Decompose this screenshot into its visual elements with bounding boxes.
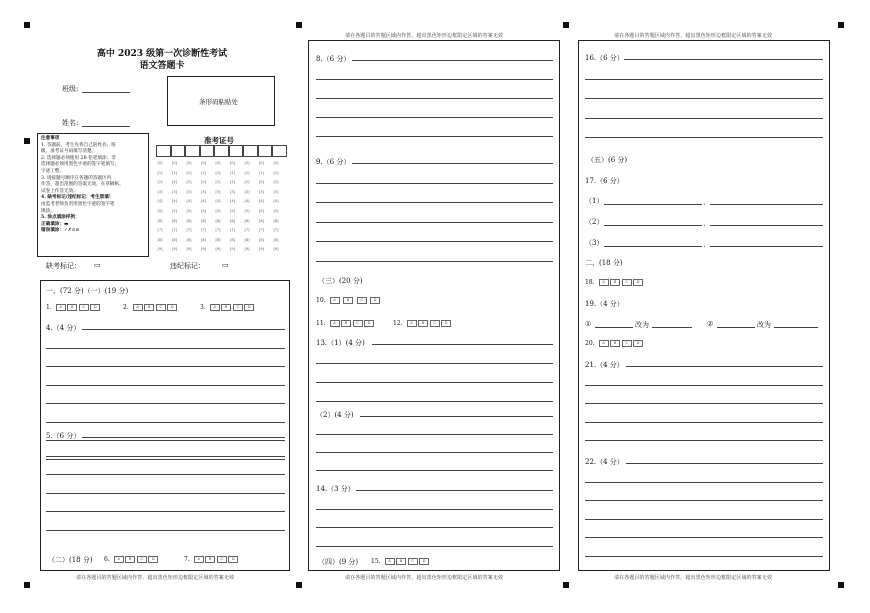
exam-digit-bubble[interactable]: [4] — [273, 199, 279, 204]
answer-line[interactable] — [46, 348, 285, 349]
answer-line[interactable] — [316, 363, 553, 364]
option-bubble-c[interactable]: C — [137, 556, 147, 563]
option-bubble-d[interactable]: D — [228, 556, 238, 563]
exam-digit-bubble[interactable]: [8] — [273, 237, 279, 242]
instruction-line: 作答，超出范围的答案无效，在草稿纸、 — [41, 182, 124, 188]
exam-digit-bubble[interactable]: [4] — [244, 199, 250, 204]
violation-mark-label: 违纪标记： — [170, 262, 205, 270]
exam-digit-bubble[interactable]: [9] — [186, 247, 192, 252]
option-bubble-a[interactable]: A — [114, 556, 124, 563]
q17-part-2-label: （2） — [585, 218, 604, 226]
answer-line[interactable] — [316, 117, 553, 118]
exam-digit-bubble[interactable]: [8] — [259, 237, 264, 242]
exam-digit-bubble[interactable]: [3] — [157, 189, 163, 194]
question-label: （2）(4 分) — [316, 411, 354, 419]
answer-line[interactable] — [352, 60, 553, 61]
exam-number-write-cell[interactable] — [243, 145, 258, 157]
exam-digit-bubble[interactable]: [9] — [215, 247, 221, 252]
answer-line[interactable] — [585, 519, 823, 520]
option-bubble-d[interactable]: D — [419, 558, 429, 565]
exam-digit-bubble[interactable]: [1] — [201, 170, 206, 175]
class-field[interactable] — [82, 92, 130, 93]
section-heading: （四）(9 分) — [318, 558, 359, 566]
instructions-box — [37, 133, 149, 257]
answer-line[interactable] — [585, 556, 823, 557]
exam-number-write-cell[interactable] — [258, 145, 273, 157]
option-bubble-b[interactable]: B — [343, 297, 353, 304]
choice-q18[interactable]: 18. A B C D — [585, 279, 645, 286]
q17-part-3-field-a[interactable] — [604, 246, 702, 247]
exam-digit-bubble[interactable]: [0] — [215, 161, 221, 165]
exam-digit-bubble[interactable]: [3] — [215, 189, 221, 194]
answer-line[interactable] — [46, 459, 285, 460]
q19-item-2-label: ② — [707, 320, 714, 328]
exam-digit-bubble[interactable]: [5] — [157, 209, 163, 213]
exam-digit-bubble[interactable]: [2] — [201, 180, 206, 185]
alignment-mark — [24, 22, 30, 28]
exam-digit-bubble[interactable]: [0] — [244, 161, 250, 165]
section-heading: （三）(20 分) — [318, 277, 363, 285]
exam-digit-bubble[interactable]: [1] — [273, 170, 279, 175]
violation-mark-box[interactable]: ▭ — [222, 261, 229, 269]
exam-digit-bubble[interactable]: [8] — [244, 237, 250, 242]
answer-line[interactable] — [316, 136, 553, 137]
option-bubble-c[interactable]: C — [622, 340, 632, 347]
q19-item-2-original[interactable] — [717, 327, 755, 328]
exam-digit-bubble[interactable]: [9] — [157, 247, 163, 252]
comma: ， — [703, 219, 710, 227]
answer-line[interactable] — [46, 366, 285, 367]
option-bubble-a[interactable]: A — [330, 297, 340, 304]
comma: ， — [703, 240, 710, 248]
exam-digit-bubble[interactable]: [6] — [172, 218, 177, 223]
answer-line[interactable] — [585, 403, 823, 404]
option-bubble-b[interactable]: B — [144, 304, 154, 311]
alignment-mark — [24, 582, 30, 588]
instruction-line: 试卷上作答无效。 — [41, 188, 78, 194]
alignment-mark — [296, 582, 302, 588]
choice-q6[interactable]: 6. A B C D — [104, 556, 160, 563]
option-bubble-a[interactable]: A — [599, 279, 609, 286]
exam-digit-bubble[interactable]: [8] — [172, 237, 177, 242]
answer-line[interactable] — [46, 511, 285, 512]
exam-digit-bubble[interactable]: [5] — [230, 209, 235, 213]
answer-line[interactable] — [626, 463, 823, 464]
option-bubble-c[interactable]: C — [430, 320, 440, 327]
exam-digit-bubble[interactable]: [4] — [215, 199, 221, 204]
option-bubble-c[interactable]: C — [353, 320, 363, 327]
section-heading: （二）(18 分) — [48, 556, 93, 564]
answer-line[interactable] — [585, 482, 823, 483]
name-label: 姓名: — [62, 119, 79, 127]
exam-digit-bubble[interactable]: [3] — [201, 189, 206, 194]
choice-q15[interactable]: 15. A B C D — [371, 558, 431, 565]
answer-line[interactable] — [82, 329, 285, 330]
option-bubble-d[interactable]: D — [148, 556, 158, 563]
answer-line[interactable] — [360, 416, 553, 417]
exam-digit-bubble[interactable]: [8] — [215, 237, 221, 242]
section-heading: （五）(6 分) — [587, 156, 628, 164]
answer-line[interactable] — [46, 474, 285, 475]
exam-digit-bubble[interactable]: [0] — [186, 161, 192, 165]
exam-digit-bubble[interactable]: [2] — [215, 180, 221, 185]
exam-digit-bubble[interactable]: [9] — [273, 247, 279, 252]
area-notice: 请在各题目的答题区域内作答，超出黑色矩形边框限定区域的答案无效 — [614, 575, 773, 581]
exam-digit-bubble[interactable]: [2] — [172, 180, 177, 185]
exam-digit-bubble[interactable]: [1] — [157, 170, 163, 175]
choice-q20[interactable]: 20. A B C D — [585, 340, 645, 347]
q19-item-1-corrected[interactable] — [652, 327, 692, 328]
answer-line[interactable] — [316, 509, 553, 510]
area-notice: 请在各题目的答题区域内作答，超出黑色矩形边框限定区域的答案无效 — [76, 575, 235, 581]
exam-digit-bubble[interactable]: [5] — [273, 209, 279, 213]
exam-digit-bubble[interactable]: [5] — [201, 209, 206, 213]
option-bubble-b[interactable]: B — [125, 556, 135, 563]
answer-line[interactable] — [316, 79, 553, 80]
exam-digit-bubble[interactable]: [6] — [201, 218, 206, 223]
exam-digit-bubble[interactable]: [0] — [273, 161, 279, 165]
exam-digit-bubble[interactable]: [3] — [273, 189, 279, 194]
exam-number-write-cell[interactable] — [185, 145, 200, 157]
question-label: 14.（3 分） — [316, 485, 355, 493]
section-heading: 二、(18 分) — [585, 259, 623, 267]
answer-line[interactable] — [585, 537, 823, 538]
exam-digit-bubble[interactable]: [8] — [230, 237, 235, 242]
exam-digit-bubble[interactable]: [6] — [186, 218, 192, 223]
exam-digit-bubble[interactable]: [7] — [201, 228, 206, 233]
exam-digit-bubble[interactable]: [4] — [230, 199, 235, 204]
choice-q3[interactable]: 3. A B C D — [200, 304, 256, 311]
answer-line[interactable] — [316, 98, 553, 99]
exam-digit-bubble[interactable]: [9] — [230, 247, 235, 252]
exam-digit-bubble[interactable]: [9] — [201, 247, 206, 252]
q17-part-3-field-b[interactable] — [710, 246, 823, 247]
wrong-fill-example: 错误填涂：✓✗⊙⊘ — [41, 228, 80, 234]
option-bubble-a[interactable]: A — [133, 304, 143, 311]
exam-number-write-cell[interactable] — [229, 145, 244, 157]
answer-line[interactable] — [316, 241, 553, 242]
exam-digit-bubble[interactable]: [0] — [201, 161, 206, 165]
answer-line[interactable] — [316, 261, 553, 262]
alignment-mark — [296, 22, 302, 28]
instruction-line: 4. 缺考标记/违纪标记：考生禁填！ — [41, 195, 114, 201]
option-bubble-a[interactable]: A — [194, 556, 204, 563]
answer-line[interactable] — [585, 440, 823, 441]
exam-digit-bubble[interactable]: [3] — [244, 189, 250, 194]
exam-number-write-cell[interactable] — [156, 145, 171, 157]
answer-line[interactable] — [82, 437, 285, 438]
answer-line[interactable] — [316, 222, 553, 223]
exam-digit-bubble[interactable]: [9] — [244, 247, 250, 252]
instruction-line: 1. 答题前，考生先将自己的姓名、班 — [41, 142, 116, 148]
question-label: 8.（6 分） — [316, 55, 351, 63]
option-bubble-d[interactable]: D — [633, 340, 643, 347]
alignment-mark — [838, 22, 844, 28]
option-bubble-c[interactable]: C — [233, 304, 243, 311]
instruction-line: 2. 选择题必须使用 2B 铅笔填涂；非 — [41, 155, 116, 161]
instruction-line: 字迹工整。 — [41, 168, 64, 174]
answer-line[interactable] — [585, 422, 823, 423]
answer-line[interactable] — [356, 490, 553, 491]
choice-q2[interactable]: 2. A B C D — [123, 304, 179, 311]
exam-digit-bubble[interactable]: [8] — [157, 237, 163, 242]
answer-line[interactable] — [316, 470, 553, 471]
alignment-mark — [563, 582, 569, 588]
exam-digit-bubble[interactable]: [7] — [259, 228, 264, 233]
question-label: 17.（6 分） — [585, 177, 624, 185]
alignment-mark — [838, 582, 844, 588]
question-label: 13.（1）(4 分) — [316, 339, 365, 347]
answer-line[interactable] — [316, 527, 553, 528]
option-bubble-a[interactable]: A — [407, 320, 417, 327]
exam-digit-bubble[interactable]: [2] — [157, 180, 163, 185]
answer-line[interactable] — [46, 493, 285, 494]
area-notice: 请在各题目的答题区域内作答，超出黑色矩形边框限定区域的答案无效 — [345, 575, 504, 581]
q17-part-2-field-b[interactable] — [710, 225, 823, 226]
exam-digit-bubble[interactable]: [4] — [259, 199, 264, 204]
question-label: 22.（4 分） — [585, 458, 624, 466]
exam-digit-bubble[interactable]: [4] — [172, 199, 177, 204]
change-to-label: 改为 — [757, 321, 771, 329]
question-label: 21.（4 分） — [585, 361, 624, 369]
answer-line[interactable] — [585, 137, 823, 138]
option-bubble-d[interactable]: D — [90, 304, 100, 311]
exam-digit-bubble[interactable]: [2] — [244, 180, 250, 185]
exam-digit-bubble[interactable]: [2] — [230, 180, 235, 185]
barcode-label: 条形码粘贴处 — [199, 98, 238, 106]
exam-digit-bubble[interactable]: [6] — [215, 218, 221, 223]
exam-digit-bubble[interactable]: [1] — [244, 170, 250, 175]
exam-digit-bubble[interactable]: [8] — [201, 237, 206, 242]
option-bubble-d[interactable]: D — [364, 320, 374, 327]
exam-digit-bubble[interactable]: [1] — [230, 170, 235, 175]
answer-line[interactable] — [46, 422, 285, 423]
exam-number-write-cell[interactable] — [200, 145, 215, 157]
option-bubble-c[interactable]: C — [79, 304, 89, 311]
option-bubble-b[interactable]: B — [610, 340, 620, 347]
option-bubble-d[interactable]: D — [370, 297, 380, 304]
exam-number-grid[interactable] — [156, 145, 288, 257]
q17-part-1-field-a[interactable] — [604, 204, 702, 205]
exam-digit-bubble[interactable]: [6] — [157, 218, 163, 223]
answer-line[interactable] — [316, 401, 553, 402]
option-bubble-b[interactable]: B — [67, 304, 77, 311]
exam-digit-bubble[interactable]: [7] — [273, 228, 279, 233]
page-subtitle: 语文答题卡 — [139, 61, 185, 71]
option-bubble-a[interactable]: A — [599, 340, 609, 347]
exam-digit-bubble[interactable]: [5] — [215, 209, 221, 213]
instruction-line: 选择题必须用黑色字迹的签字笔填写， — [41, 162, 120, 168]
choice-q7[interactable]: 7. A B C D — [184, 556, 240, 563]
q19-item-1-label: ① — [585, 320, 592, 328]
answer-line[interactable] — [46, 403, 285, 404]
exam-digit-bubble[interactable]: [6] — [273, 218, 279, 223]
q17-part-1-field-b[interactable] — [710, 204, 823, 205]
instructions-heading: 注意事项 — [41, 136, 60, 141]
exam-digit-bubble[interactable]: [8] — [186, 237, 192, 242]
exam-digit-bubble[interactable]: [9] — [172, 247, 177, 252]
exam-digit-bubble[interactable]: [4] — [186, 199, 192, 204]
q19-item-1-original[interactable] — [595, 327, 633, 328]
option-bubble-a[interactable]: A — [385, 558, 395, 565]
instruction-line: 填涂。 — [41, 208, 55, 214]
exam-digit-bubble[interactable]: [3] — [230, 189, 235, 194]
option-bubble-a[interactable]: A — [210, 304, 220, 311]
barcode-area — [167, 76, 275, 126]
exam-number-write-cell[interactable] — [171, 145, 186, 157]
instruction-line: 级、准考证号码填写清楚。 — [41, 149, 97, 155]
exam-digit-bubble[interactable]: [1] — [186, 170, 192, 175]
exam-digit-bubble[interactable]: [1] — [215, 170, 221, 175]
question-label: 16.（6 分） — [585, 54, 624, 62]
option-bubble-d[interactable]: D — [441, 320, 451, 327]
option-bubble-b[interactable]: B — [396, 558, 406, 565]
exam-digit-bubble[interactable]: [7] — [215, 228, 221, 233]
exam-digit-bubble[interactable]: [2] — [273, 180, 279, 185]
exam-digit-bubble[interactable]: [9] — [259, 247, 264, 252]
option-bubble-b[interactable]: B — [341, 320, 351, 327]
exam-digit-bubble[interactable]: [1] — [172, 170, 177, 175]
option-bubble-d[interactable]: D — [244, 304, 254, 311]
question-label: 5.（6 分） — [46, 432, 81, 440]
choice-q12[interactable]: 12. A B C D — [393, 320, 453, 327]
answer-line[interactable] — [316, 452, 553, 453]
alignment-mark — [563, 22, 569, 28]
answer-line[interactable] — [316, 382, 553, 383]
option-bubble-a[interactable]: A — [56, 304, 66, 311]
page-title: 高中 2023 级第一次诊断性考试 — [96, 49, 228, 59]
exam-digit-bubble[interactable]: [0] — [259, 161, 264, 165]
exam-digit-bubble[interactable]: [6] — [230, 218, 235, 223]
exam-digit-bubble[interactable]: [6] — [259, 218, 264, 223]
answer-line[interactable] — [316, 434, 553, 435]
exam-digit-bubble[interactable]: [3] — [172, 189, 177, 194]
exam-digit-bubble[interactable]: [3] — [259, 189, 264, 194]
q17-part-2-field-a[interactable] — [604, 225, 702, 226]
answer-line[interactable] — [352, 163, 553, 164]
exam-digit-bubble[interactable]: [4] — [201, 199, 206, 204]
option-bubble-c[interactable]: C — [408, 558, 418, 565]
option-bubble-a[interactable]: A — [330, 320, 340, 327]
exam-digit-bubble[interactable]: [5] — [172, 209, 177, 213]
change-to-label: 改为 — [635, 321, 649, 329]
exam-digit-bubble[interactable]: [7] — [230, 228, 235, 233]
exam-digit-bubble[interactable]: [7] — [157, 228, 163, 233]
option-bubble-d[interactable]: D — [633, 279, 643, 286]
option-bubble-c[interactable]: C — [217, 556, 227, 563]
answer-line[interactable] — [372, 344, 553, 345]
instruction-line: 由监考老师负责用黑色字迹的签字笔 — [41, 201, 115, 207]
exam-digit-bubble[interactable]: [5] — [186, 209, 192, 213]
area-notice: 请在各题目的答题区域内作答，超出黑色矩形边框限定区域的答案无效 — [345, 33, 504, 39]
answer-line[interactable] — [46, 440, 285, 441]
option-bubble-b[interactable]: B — [610, 279, 620, 286]
exam-digit-bubble[interactable]: [6] — [244, 218, 250, 223]
answer-line[interactable] — [585, 79, 823, 80]
option-bubble-b[interactable]: B — [418, 320, 428, 327]
exam-digit-bubble[interactable]: [0] — [157, 161, 163, 165]
choice-q1[interactable]: 1. A B C D — [46, 304, 102, 311]
answer-line[interactable] — [316, 546, 553, 547]
q17-part-1-label: （1） — [585, 197, 604, 205]
answer-line[interactable] — [46, 456, 285, 457]
question-label: 9.（6 分） — [316, 158, 351, 166]
exam-digit-bubble[interactable]: [7] — [186, 228, 192, 233]
exam-digit-bubble[interactable]: [2] — [259, 180, 264, 185]
q17-part-3-label: （3） — [585, 239, 604, 247]
instruction-line: 5. 涂点填涂样例： — [41, 215, 80, 221]
exam-digit-bubble[interactable]: [5] — [244, 209, 250, 213]
class-label: 班级: — [62, 85, 79, 93]
exam-digit-bubble[interactable]: [4] — [157, 199, 163, 204]
answer-line[interactable] — [316, 202, 553, 203]
answer-line[interactable] — [46, 530, 285, 531]
answer-line[interactable] — [585, 98, 823, 99]
question-label: 4.（4 分） — [46, 324, 81, 332]
absent-mark-label: 缺考标记： — [46, 262, 81, 270]
option-bubble-d[interactable]: D — [167, 304, 177, 311]
exam-digit-bubble[interactable]: [0] — [230, 161, 235, 165]
instruction-line: 3. 请按题号顺序在各题的答题区内 — [41, 175, 112, 181]
answer-line[interactable] — [585, 118, 823, 119]
absent-mark-box[interactable]: ▭ — [94, 261, 101, 269]
name-field[interactable] — [82, 126, 130, 127]
alignment-mark — [24, 138, 30, 144]
exam-digit-bubble[interactable]: [7] — [172, 228, 177, 233]
exam-digit-bubble[interactable]: [2] — [186, 180, 192, 185]
answer-line[interactable] — [316, 183, 553, 184]
choice-q11[interactable]: 11. A B C D — [316, 320, 376, 327]
option-bubble-b[interactable]: B — [205, 556, 215, 563]
area-notice: 请在各题目的答题区域内作答，超出黑色矩形边框限定区域的答案无效 — [614, 33, 773, 39]
question-label: 19.（4 分） — [585, 300, 624, 308]
exam-digit-bubble[interactable]: [0] — [172, 161, 177, 165]
option-bubble-c[interactable]: C — [357, 297, 367, 304]
exam-digit-bubble[interactable]: [1] — [259, 170, 264, 175]
exam-number-write-cell[interactable] — [214, 145, 229, 157]
exam-digit-bubble[interactable]: [3] — [186, 189, 192, 194]
exam-number-write-cell[interactable] — [272, 145, 287, 157]
answer-line[interactable] — [626, 366, 823, 367]
exam-number-label: 准考证号 — [204, 136, 234, 145]
answer-line[interactable] — [46, 385, 285, 386]
answer-line[interactable] — [624, 59, 823, 60]
answer-line[interactable] — [585, 500, 823, 501]
exam-digit-bubble[interactable]: [5] — [259, 209, 264, 213]
choice-q10[interactable]: 10. A B C D — [316, 297, 384, 304]
section-heading: 一、(72 分)（一）(19 分) — [46, 287, 129, 295]
comma: ， — [703, 198, 710, 206]
option-bubble-c[interactable]: C — [156, 304, 166, 311]
exam-digit-bubble[interactable]: [7] — [244, 228, 250, 233]
answer-line[interactable] — [585, 385, 823, 386]
correct-fill-example: 正确填涂：▬ — [41, 221, 69, 227]
option-bubble-c[interactable]: C — [622, 279, 632, 286]
option-bubble-b[interactable]: B — [221, 304, 231, 311]
q19-item-2-corrected[interactable] — [774, 327, 818, 328]
